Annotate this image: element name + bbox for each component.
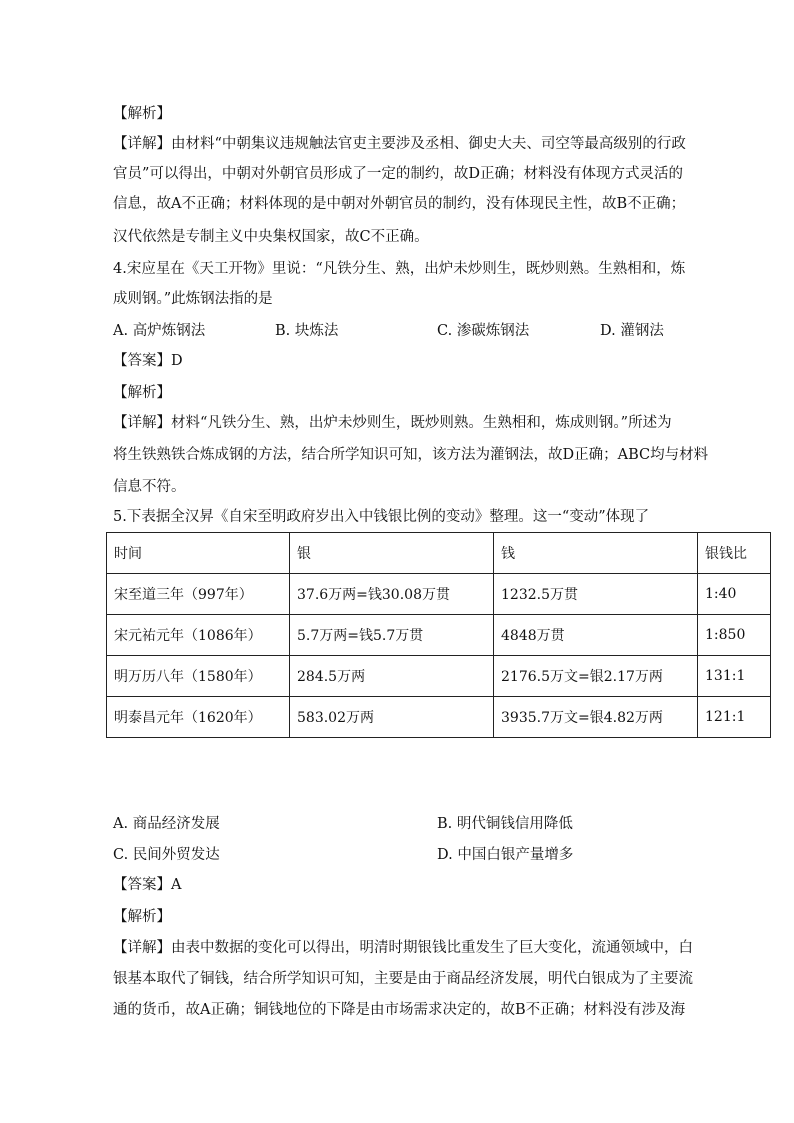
detail-line: 银基本取代了铜钱，结合所学知识可知，主要是由于商品经济发展，明代白银成为了主要流 [113, 971, 693, 987]
option-a: A. 商品经济发展 [113, 816, 220, 832]
detail-line: 【详解】材料“凡铁分生、熟，出炉未炒则生，既炒则熟。生熟相和，炼成则钢。”所述为 [113, 415, 672, 431]
table-cell: 3935.7万文=银4.82万两 [494, 697, 698, 738]
table-row [107, 697, 771, 738]
table-cell: 37.6万两=钱30.08万贯 [290, 574, 494, 615]
table-header-row [107, 533, 771, 574]
table-cell: 明万历八年（1580年） [107, 656, 290, 697]
table-cell: 1:850 [698, 615, 771, 656]
detail-line: 将生铁熟铁合炼成钢的方法，结合所学知识可知，该方法为灌钢法，故D正确；ABC均与材料 [113, 447, 709, 463]
header-cell: 钱 [494, 533, 698, 574]
table-cell: 1:40 [698, 574, 771, 615]
option-b: B. 块炼法 [275, 323, 339, 339]
analysis-label: 【解析】 [113, 385, 171, 401]
question-4-stem: 成则钢。”此炼钢法指的是 [113, 291, 273, 307]
detail-line: 通的货币，故A正确；铜钱地位的下降是由市场需求决定的，故B不正确；材料没有涉及海 [113, 1002, 686, 1018]
option-d: D. 中国白银产量增多 [437, 847, 574, 863]
answer-label: 【答案】D [113, 353, 183, 369]
header-cell: 银钱比 [698, 533, 771, 574]
table-cell: 宋至道三年（997年） [107, 574, 290, 615]
data-table [106, 532, 771, 738]
table-cell: 宋元祐元年（1086年） [107, 615, 290, 656]
table-cell: 583.02万两 [290, 697, 494, 738]
table-cell: 明泰昌元年（1620年） [107, 697, 290, 738]
answer-label: 【答案】A [113, 877, 182, 893]
table-cell: 1232.5万贯 [494, 574, 698, 615]
header-cell: 时间 [107, 533, 290, 574]
option-c: C. 民间外贸发达 [113, 847, 220, 863]
detail-line: 信息，故A不正确；材料体现的是中朝对外朝官员的制约，没有体现民主性，故B不正确； [113, 196, 686, 212]
question-4-stem: 4.宋应星在《天工开物》里说：“凡铁分生、熟，出炉未炒则生，既炒则熟。生熟相和，炼 [113, 261, 686, 277]
table-row [107, 656, 771, 697]
question-5-stem: 5.下表据全汉昇《自宋至明政府岁出入中钱银比例的变动》整理。这一“变动”体现了 [113, 509, 650, 525]
table-row [107, 615, 771, 656]
option-a: A. 高炉炼钢法 [113, 323, 206, 339]
option-b: B. 明代铜钱信用降低 [437, 816, 573, 832]
table-cell: 5.7万两=钱5.7万贯 [290, 615, 494, 656]
table-cell: 131:1 [698, 656, 771, 697]
detail-line: 官员”可以得出，中朝对外朝官员形成了一定的制约，故D正确；材料没有体现方式灵活的 [113, 166, 684, 182]
table-cell: 284.5万两 [290, 656, 494, 697]
table-cell: 121:1 [698, 697, 771, 738]
detail-line: 【详解】由表中数据的变化可以得出，明清时期银钱比重发生了巨大变化，流通领域中，白 [113, 940, 693, 956]
option-d: D. 灌钢法 [600, 323, 664, 339]
table-row [107, 574, 771, 615]
header-cell: 银 [290, 533, 494, 574]
table-cell: 2176.5万文=银2.17万两 [494, 656, 698, 697]
analysis-label: 【解析】 [113, 909, 171, 925]
option-c: C. 渗碳炼钢法 [437, 323, 530, 339]
detail-line: 【详解】由材料“中朝集议违规触法官吏主要涉及丞相、御史大夫、司空等最高级别的行政 [113, 136, 686, 152]
table-cell: 4848万贯 [494, 615, 698, 656]
detail-line: 汉代依然是专制主义中央集权国家，故C不正确。 [113, 229, 429, 245]
analysis-label: 【解析】 [113, 106, 171, 122]
detail-line: 信息不符。 [113, 479, 186, 495]
